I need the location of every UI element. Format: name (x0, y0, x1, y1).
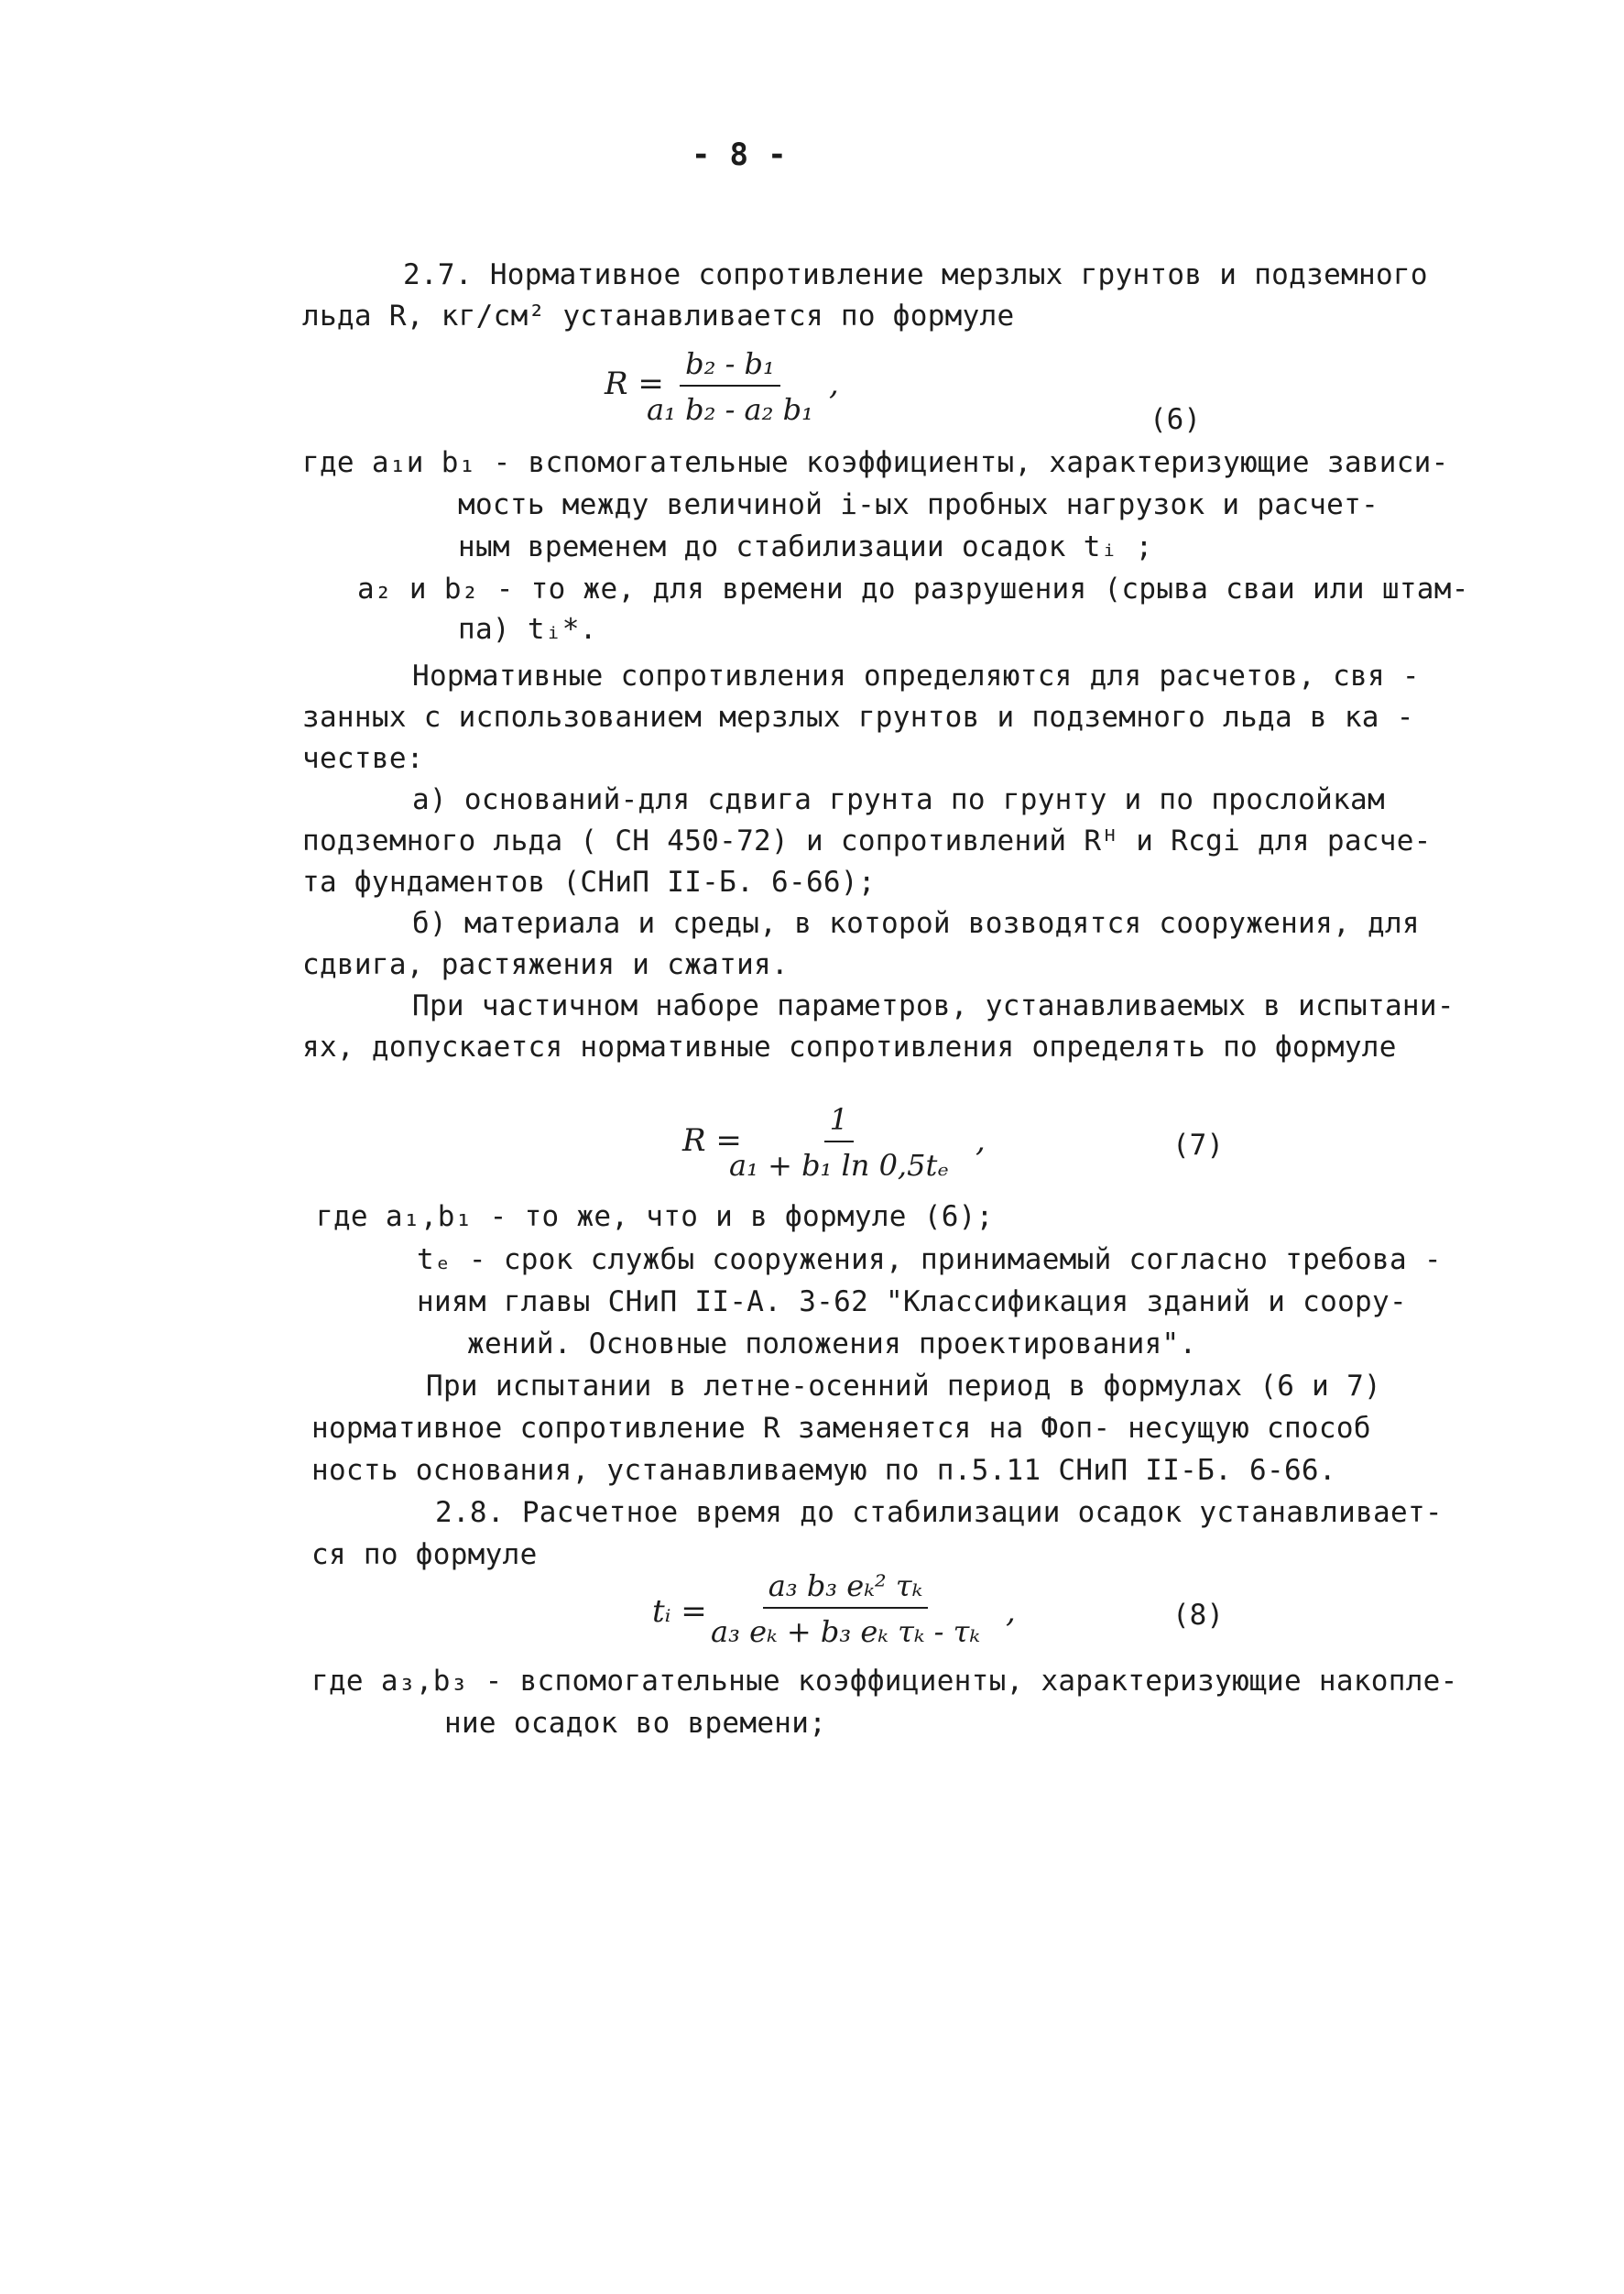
equation-6-lhs: R = (605, 366, 664, 402)
equation-7-label: (7) (1172, 1129, 1224, 1162)
equation-6-label: (6) (1150, 403, 1201, 436)
text-line: где a₃,b₃ - вспомогательные коэффициенты, характеризующие накопле- (311, 1665, 1458, 1698)
equation-8-denominator: a₃ eₖ + b₃ eₖ τₖ - τₖ (711, 1614, 981, 1649)
text-line: При частичном наборе параметров, устанавливаемых в испытани- (412, 989, 1455, 1022)
text-line: подземного льда ( СН 450-72) и сопротивлений Rᴴ и Rcgi для расче- (302, 825, 1432, 858)
text-line: ях, допускается нормативные сопротивления определять по формуле (302, 1031, 1397, 1064)
equation-6-denominator: a₁ b₂ - a₂ b₁ (647, 392, 813, 427)
text-line: честве: (302, 742, 424, 775)
text-line: б) материала и среды, в которой возводятся сооружения, для (412, 907, 1420, 940)
equation-6-fraction (641, 346, 819, 427)
text-line: a₂ и b₂ - то же, для времени до разрушения (срыва сваи или штам- (357, 573, 1469, 606)
page-number: - 8 - (692, 137, 787, 173)
equation-7-denominator: a₁ + b₁ ln 0,5tₑ (729, 1148, 949, 1183)
equation-8-numerator: a₃ b₃ eₖ² τₖ (763, 1568, 929, 1609)
text-line: мость между величиной i-ых пробных нагрузок и расчет- (458, 488, 1379, 521)
text-line: льда R, кг/см² устанавливается по формуле (302, 300, 1015, 333)
equation-7-fraction (724, 1102, 954, 1183)
text-line: ным временем до стабилизации осадок tᵢ ; (458, 530, 1153, 563)
text-line: па) tᵢ*. (458, 613, 597, 646)
equation-7-numerator: 1 (824, 1102, 854, 1142)
text-line: жений. Основные положения проектирования". (467, 1327, 1197, 1360)
equation-8-lhs: tᵢ = (652, 1593, 707, 1630)
text-line: та фундаментов (СНиП II-Б. 6-66); (302, 866, 876, 899)
text-line: нормативное сопротивление R заменяется на Фоп- несущую способ (311, 1412, 1371, 1445)
text-line: где a₁и b₁ - вспомогательные коэффициенты, характеризующие зависи- (302, 446, 1449, 479)
text-line: Нормативные сопротивления определяются для расчетов, свя - (412, 660, 1420, 693)
text-line: сдвига, растяжения и сжатия. (302, 948, 789, 981)
equation-6-comma: , (829, 366, 839, 402)
text-line: где a₁,b₁ - то же, что и в формуле (6); (316, 1200, 994, 1233)
equation-6-numerator: b₂ - b₁ (680, 346, 780, 387)
equation-7-lhs: R = (682, 1122, 742, 1159)
text-line: 2.7. Нормативное сопротивление мерзлых грунтов и подземного (403, 258, 1428, 291)
text-line: ность основания, устанавливаемую по п.5.11 СНиП II-Б. 6-66. (311, 1454, 1336, 1487)
text-line: При испытании в летне-осенний период в формулах (6 и 7) (426, 1370, 1381, 1403)
equation-8-comma: , (1006, 1593, 1016, 1630)
text-line: tₑ - срок службы сооружения, принимаемый согласно требова - (417, 1243, 1442, 1276)
text-line: занных с использованием мерзлых грунтов и подземного льда в ка - (302, 701, 1414, 734)
text-line: ниям главы СНиП II-А. 3-62 "Классификация зданий и соору- (417, 1285, 1407, 1318)
text-line: ся по формуле (311, 1538, 538, 1571)
equation-8-fraction (705, 1568, 986, 1649)
text-line: ние осадок во времени; (444, 1707, 827, 1740)
equation-8-label: (8) (1172, 1599, 1224, 1632)
text-line: а) оснований-для сдвига грунта по грунту и по прослойкам (412, 783, 1385, 816)
equation-7-comma: , (975, 1122, 986, 1159)
text-line: 2.8. Расчетное время до стабилизации осадок устанавливает- (435, 1496, 1443, 1529)
